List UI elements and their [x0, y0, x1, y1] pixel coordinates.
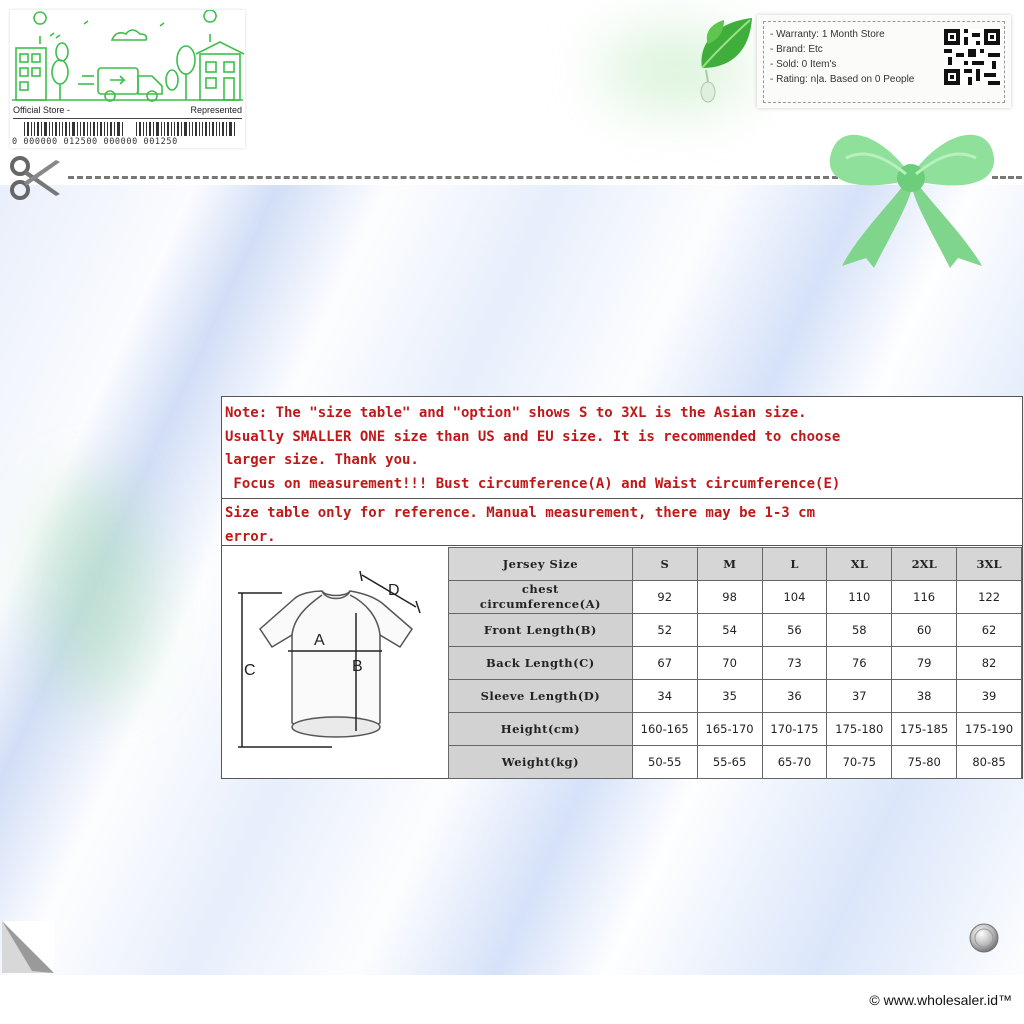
reference-line: Size table only for reference. Manual measurement, there may be 1-3 cm [225, 505, 816, 521]
header-size: S [632, 548, 697, 581]
table-cell: 175-190 [957, 713, 1022, 746]
table-cell: 73 [762, 647, 827, 680]
store-card [10, 10, 245, 148]
note-line: Focus on measurement!!! Bust circumference(A) and Waist circumference(E) [225, 475, 841, 492]
table-cell: 65-70 [762, 746, 827, 779]
reference-line: error. [225, 528, 276, 545]
table-cell: 98 [697, 581, 762, 614]
table-cell: 175-180 [827, 713, 892, 746]
table-cell: 55-65 [697, 746, 762, 779]
copyright-text: © www.wholesaler.id™ [869, 992, 1012, 1008]
table-cell: 122 [957, 581, 1022, 614]
size-note [222, 397, 1022, 499]
rating-text: - Rating: n|a. Based on 0 People [770, 74, 915, 85]
jersey-diagram [222, 547, 449, 778]
diagram-label-b: B [352, 658, 363, 675]
header-size: L [762, 548, 827, 581]
table-cell: 35 [697, 680, 762, 713]
row-label-chest [449, 581, 633, 614]
header-size: XL [827, 548, 892, 581]
jersey-diagram-drawing [222, 547, 448, 778]
scissors-icon [8, 154, 64, 202]
header-size: 3XL [957, 548, 1022, 581]
table-cell: 165-170 [697, 713, 762, 746]
product-info-box [757, 15, 1011, 108]
table-cell: 70 [697, 647, 762, 680]
diagram-label-d: D [388, 582, 400, 599]
table-row [449, 647, 1022, 680]
table-cell: 92 [632, 581, 697, 614]
table-cell: 82 [957, 647, 1022, 680]
table-cell: 170-175 [762, 713, 827, 746]
row-label-line: circumference(A) [479, 597, 601, 611]
table-cell: 58 [827, 614, 892, 647]
table-cell: 79 [892, 647, 957, 680]
header-size: 2XL [892, 548, 957, 581]
header-size: M [697, 548, 762, 581]
barcode-bars [12, 122, 243, 136]
cut-line-end [992, 176, 1022, 179]
table-cell: 175-185 [892, 713, 957, 746]
row-label-sleeve-length: Sleeve Length(D) [449, 680, 633, 713]
table-cell: 70-75 [827, 746, 892, 779]
size-chart [221, 396, 1023, 779]
brand-text: - Brand: Etc [770, 44, 823, 55]
bow-icon [826, 118, 996, 270]
official-store-label: Official Store - [13, 105, 70, 115]
table-row [449, 614, 1022, 647]
table-cell: 160-165 [632, 713, 697, 746]
diagram-label-c: C [244, 662, 256, 679]
size-table [448, 547, 1022, 779]
leaf-icon [694, 14, 756, 110]
table-cell: 62 [957, 614, 1022, 647]
row-label-front-length: Front Length(B) [449, 614, 633, 647]
table-cell: 52 [632, 614, 697, 647]
table-cell: 75-80 [892, 746, 957, 779]
table-cell: 60 [892, 614, 957, 647]
qr-code-icon [944, 29, 1000, 85]
note-line: larger size. Thank you. [225, 452, 419, 468]
table-row [449, 680, 1022, 713]
barcode-number: 0 000000 012500 000000 001250 [12, 137, 178, 147]
cut-line [68, 176, 838, 179]
table-cell: 38 [892, 680, 957, 713]
knob-icon [968, 922, 1000, 954]
row-label-weight: Weight(kg) [449, 746, 633, 779]
table-cell: 36 [762, 680, 827, 713]
table-row [449, 713, 1022, 746]
table-cell: 50-55 [632, 746, 697, 779]
row-label-line: chest [521, 582, 559, 596]
green-glow-left [40, 480, 150, 700]
table-row [449, 746, 1022, 779]
city-delivery-illustration [10, 10, 245, 102]
info-list [770, 27, 914, 87]
table-cell: 110 [827, 581, 892, 614]
table-cell: 56 [762, 614, 827, 647]
warranty-text: - Warranty: 1 Month Store [770, 29, 885, 40]
size-table-header [449, 548, 1022, 581]
table-cell: 80-85 [957, 746, 1022, 779]
row-label-height: Height(cm) [449, 713, 633, 746]
diagram-label-a: A [314, 632, 325, 649]
info-dashed-frame [763, 21, 1005, 103]
note-line: Note: The "size table" and "option" shows S to 3XL is the Asian size. [225, 405, 807, 421]
table-cell: 116 [892, 581, 957, 614]
sold-text: - Sold: 0 Item's [770, 59, 837, 70]
table-cell: 104 [762, 581, 827, 614]
represented-label: Represented [190, 105, 242, 115]
table-cell: 37 [827, 680, 892, 713]
store-label-row [13, 104, 242, 119]
row-label-back-length: Back Length(C) [449, 647, 633, 680]
header-jersey-size: Jersey Size [449, 548, 633, 581]
reference-note [222, 500, 1022, 546]
barcode [12, 122, 243, 148]
table-cell: 67 [632, 647, 697, 680]
note-line: Usually SMALLER ONE size than US and EU size. It is recommended to choose [225, 428, 841, 445]
table-cell: 39 [957, 680, 1022, 713]
table-row [449, 581, 1022, 614]
page-curl-icon [2, 921, 56, 973]
table-cell: 54 [697, 614, 762, 647]
table-cell: 34 [632, 680, 697, 713]
table-cell: 76 [827, 647, 892, 680]
